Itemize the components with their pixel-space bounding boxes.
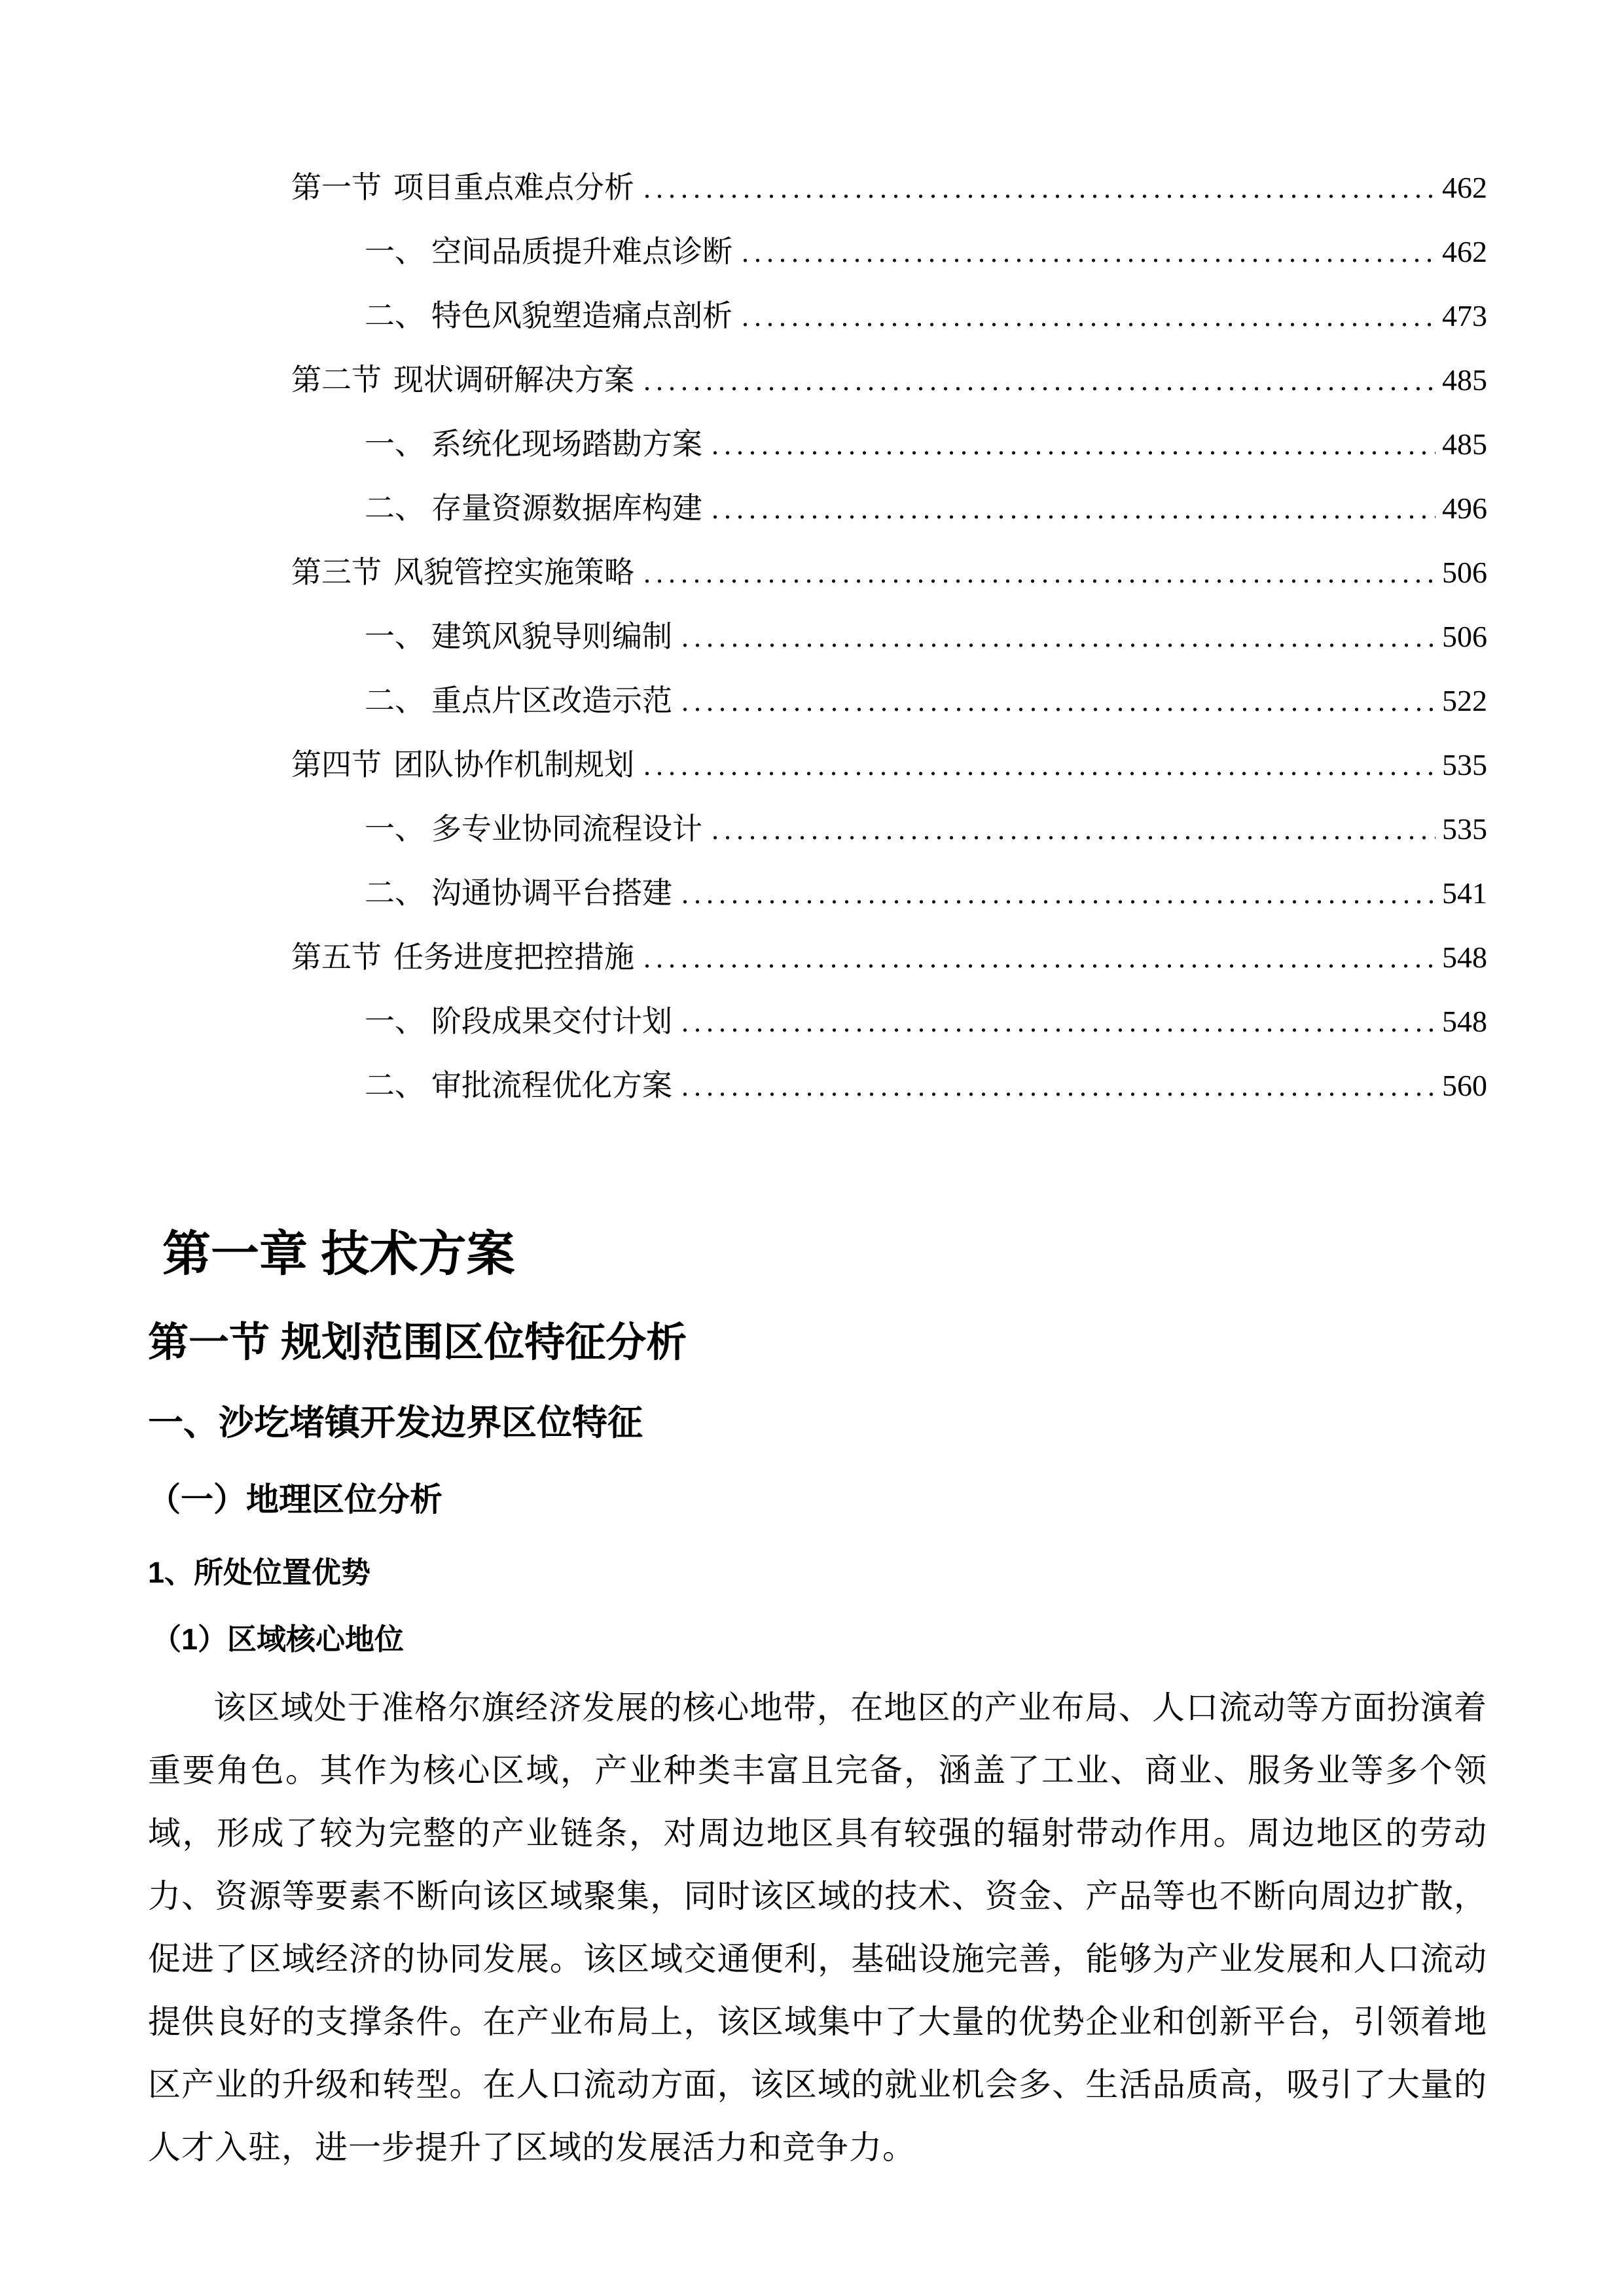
toc-page-number: 473 [1442,299,1487,332]
toc-entry-number: 第一节 [291,171,382,204]
toc-leader-dots [712,797,1435,861]
toc-entry-number: 二、 [365,1069,425,1102]
toc-entry[interactable] [291,348,1487,412]
toc-leader-dots [681,861,1435,925]
toc-leader-dots [712,412,1435,476]
toc-entry-title: 阶段成果交付计划 [431,1005,672,1038]
toc-entry-number: 第二节 [291,363,382,397]
toc-page-number: 548 [1442,941,1487,974]
toc-page-number: 506 [1442,620,1487,653]
toc-page-number: 535 [1442,748,1487,781]
toc-leader-dots [742,220,1435,284]
toc-entry[interactable] [291,925,1487,990]
toc-entry[interactable] [291,669,1487,733]
toc-leader-dots [681,669,1435,733]
toc-entry-title: 空间品质提升难点诊断 [431,235,732,268]
toc-entry-number: 一、 [365,427,425,461]
toc-entry-title: 沟通协调平台搭建 [431,876,672,910]
toc-entry-title: 项目重点难点分析 [393,171,634,204]
toc-page-number: 485 [1442,363,1487,397]
toc-page-number: 462 [1442,171,1487,204]
toc-entry[interactable] [291,797,1487,861]
toc-entry-title: 现状调研解决方案 [393,363,634,397]
toc-entry[interactable] [291,990,1487,1054]
topic-heading: （一）地理区位分析 [148,1480,442,1518]
chapter-heading: 第一章 技术方案 [162,1227,515,1281]
toc-page-number: 496 [1442,492,1487,525]
toc-entry-number: 第三节 [291,556,382,589]
toc-entry-title: 系统化现场踏勘方案 [431,427,702,461]
section-heading: 第一节 规划范围区位特征分析 [148,1320,687,1366]
toc-leader-dots [681,990,1435,1054]
toc-entry[interactable] [291,220,1487,284]
subsection-heading: 一、沙圪堵镇开发边界区位特征 [148,1403,643,1443]
subpoint-heading: （1）区域核心地位 [152,1623,405,1657]
toc-entry[interactable] [291,476,1487,541]
toc-entry-number: 第四节 [291,748,382,781]
toc-entry[interactable] [291,156,1487,220]
toc-entry-number: 二、 [365,299,425,332]
toc-leader-dots [681,605,1435,669]
toc-entry-number: 二、 [365,876,425,910]
toc-page-number: 535 [1442,812,1487,846]
toc-entry[interactable] [291,412,1487,476]
toc-leader-dots [712,476,1435,541]
toc-entry-number: 一、 [365,812,425,846]
toc-page-number: 485 [1442,427,1487,461]
toc-page-number: 462 [1442,235,1487,268]
toc-entry-title: 存量资源数据库构建 [431,492,702,525]
toc-entry-title: 风貌管控实施策略 [393,556,634,589]
toc-entry-number: 一、 [365,235,425,268]
chapter-content [148,1223,1487,2179]
toc-entry[interactable] [291,605,1487,669]
toc-entry[interactable] [291,541,1487,605]
toc-leader-dots [643,348,1435,412]
toc-leader-dots [681,1054,1435,1118]
body-paragraph: 该区域处于准格尔旗经济发展的核心地带，在地区的产业布局、人口流动等方面扮演着重要角色。其作为核心区域，产业种类丰富且完备，涵盖了工业、商业、服务业等多个领域，形成了较为完整的产业链条，对周边地区具有较强的辐射带动作用。周边地区的劳动力、资源等要素不断向该区域聚集，同时该区域的技术、资金、产品等也不断向周边扩散，促进了区域经济的协同发展。该区域交通便利，基础设施完善，能够为产业发展和人口流动提供良好的支撑条件。在产业布局上，该区域集中了大量的优势企业和创新平台，引领着地区产业的升级和转型。在人口流动方面，该区域的就业机会多、生活品质高，吸引了大量的人才入驻，进一步提升了区域的发展活力和竞争力。 [148,1689,1487,2166]
toc-entry-number: 一、 [365,620,425,653]
toc-entry[interactable] [291,733,1487,797]
toc-entry-title: 特色风貌塑造痛点剖析 [431,299,732,332]
toc-entry-title: 建筑风貌导则编制 [431,620,672,653]
toc-leader-dots [643,541,1435,605]
toc-page-number: 522 [1442,684,1487,717]
toc-entry-title: 审批流程优化方案 [431,1069,672,1102]
toc-leader-dots [643,156,1435,220]
toc-page-number: 506 [1442,556,1487,589]
toc-entry-title: 多专业协同流程设计 [431,812,702,846]
toc-page-number: 560 [1442,1069,1487,1102]
toc-leader-dots [643,925,1435,990]
toc-entry-title: 重点片区改造示范 [431,684,672,717]
toc-page-number: 548 [1442,1005,1487,1038]
toc-page-number: 541 [1442,876,1487,910]
toc-leader-dots [742,284,1435,348]
toc-entry[interactable] [291,1054,1487,1118]
toc-entry[interactable] [291,284,1487,348]
toc-entry-title: 任务进度把控措施 [393,941,634,974]
toc-entry-number: 二、 [365,684,425,717]
point-heading: 1、所处位置优势 [148,1555,371,1589]
toc-entry-number: 二、 [365,492,425,525]
toc-entry-number: 第五节 [291,941,382,974]
toc-entry-title: 团队协作机制规划 [393,748,634,781]
table-of-contents [148,156,1487,1118]
toc-entry[interactable] [291,861,1487,925]
toc-leader-dots [643,733,1435,797]
toc-entry-number: 一、 [365,1005,425,1038]
